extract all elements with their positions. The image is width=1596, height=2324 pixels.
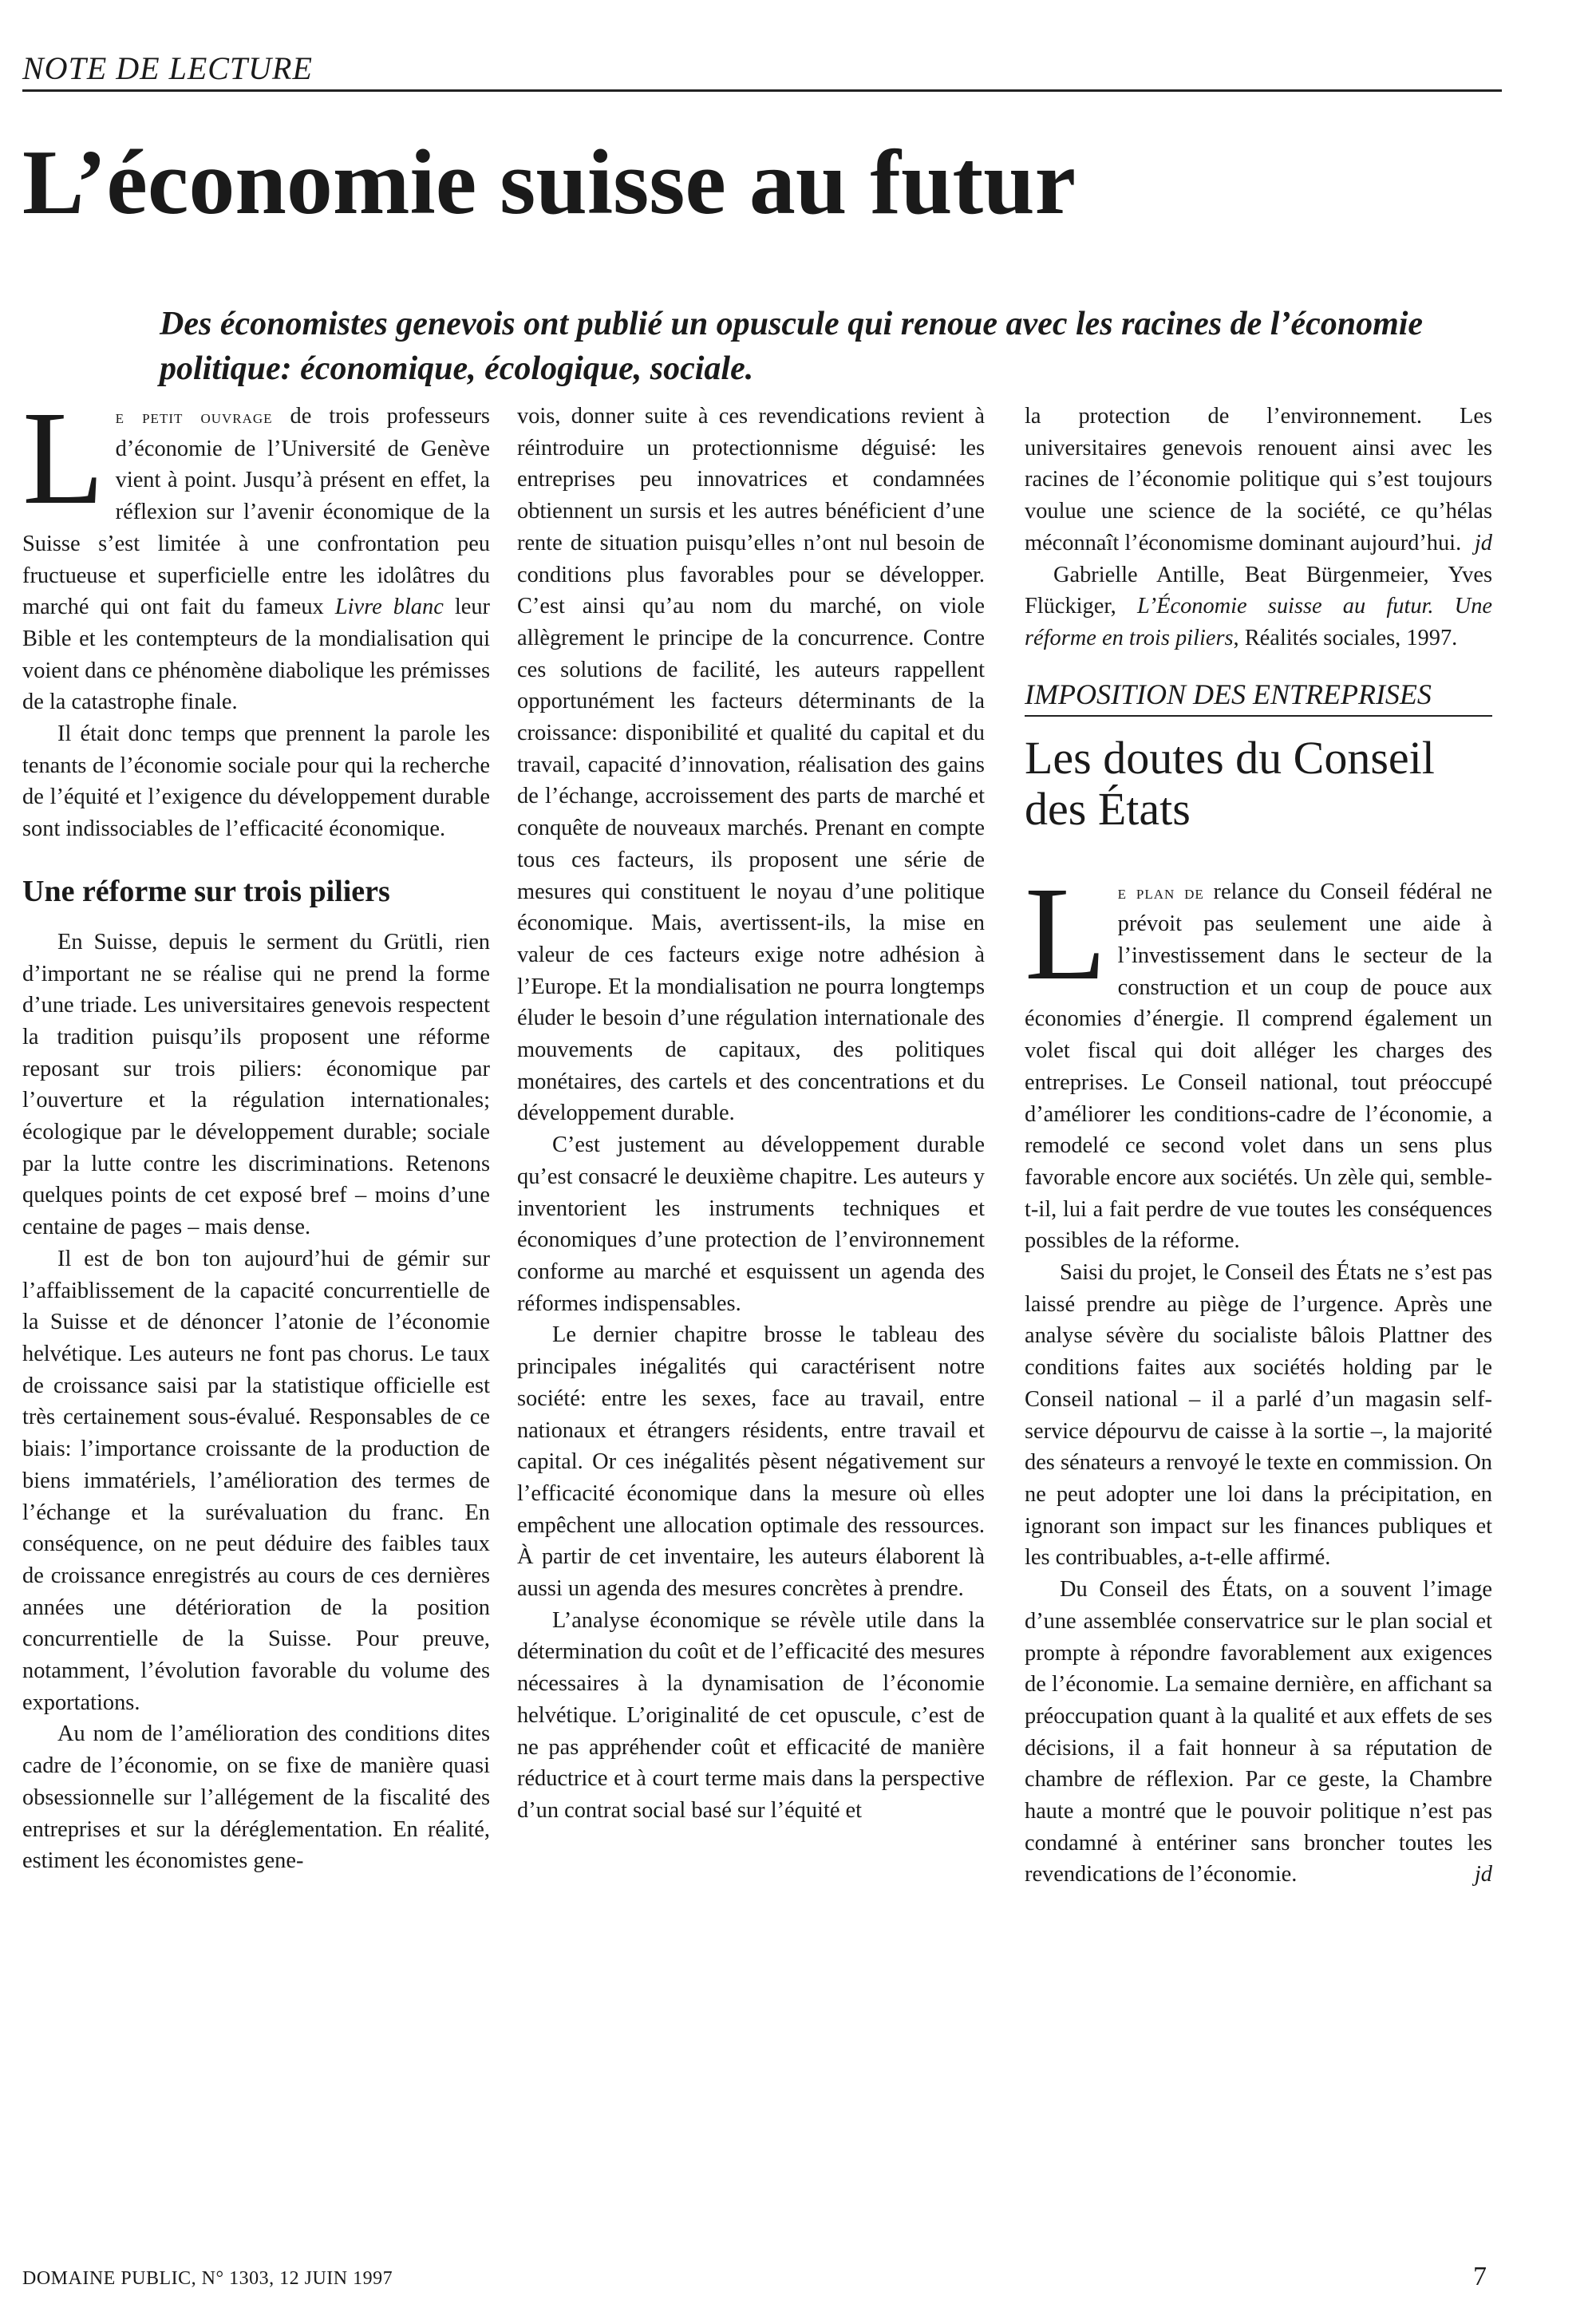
section-rubric: NOTE DE LECTURE xyxy=(22,50,313,86)
paragraph: L’analyse économique se révèle utile dans la détermination du coût et de l’efficacité des mesures nécessaires à la dynamisation de l’économie helvétique. L’originalité de cet opuscule, c’est de ne pas appréhender coût et efficacité de manière réductrice et à court terme mais dans la perspective d’un contrat social basé sur l’équité et xyxy=(517,1607,985,1823)
paragraph-opening-2 xyxy=(1025,859,1492,1257)
text-column-3 xyxy=(1025,401,1492,1891)
subheading: Une réforme sur trois piliers xyxy=(22,874,390,908)
book-credit: Gabrielle Antille, Beat Bürgenmeier, Yves Flückiger, L’Économie suisse au futur. Une réforme en trois piliers, Réalités sociales, 1997. xyxy=(1025,562,1492,650)
page-number: 7 xyxy=(1473,2262,1487,2291)
signature-2: jd xyxy=(1474,1862,1492,1887)
article-title-2: Les doutes du Conseil des États xyxy=(1025,731,1435,835)
paragraph: Saisi du projet, le Conseil des États ne s’est pas laissé prendre au piège de l’urgence. Après une analyse sévère du socialiste bâlois Plattner des conditions faites aux sociétés holding par le Conseil national – il a parlé d’un magasin self-service dépourvu de caisse à la sortie –, la majorité des sénateurs a renvoyé le texte en commission. On ne peut adopter une loi dans la précipitation, en ignorant son impact sur les finances publiques et les contribuables, a-t-elle affirmé. xyxy=(1025,1260,1492,1571)
paragraph: Il était donc temps que prennent la parole les tenants de l’économie sociale pour qui la recherche de l’équité et l’exigence du développement durable sont indissociables de l’efficacité économique. xyxy=(22,721,490,842)
signature: jd xyxy=(1474,530,1492,555)
paragraph-continued: la protection de l’environnement. Les universitaires genevois renouent ainsi avec les racines de l’économie politique qui s’est toujours voulue une science de la société, ce qu’hélas méconnaît l’économisme dominant aujourd’hui. jd xyxy=(1025,401,1492,559)
footer-publication: DOMAINE PUBLIC, N° 1303, 12 JUIN 1997 xyxy=(22,2268,393,2289)
paragraph: Au nom de l’amélioration des conditions dites cadre de l’économie, on se fixe de manière quasi obsessionnelle sur l’allégement de la fiscalité des entreprises et sur la déréglementation. En réalité, estiment les économistes gene- xyxy=(22,1721,490,1874)
opening-smallcaps-2: e plan de xyxy=(1117,881,1204,903)
opening-end: leur Bible et les contempteurs de la mondialisation qui voient dans ce phénomène diabolique les prémisses de la catastrophe finale. xyxy=(22,595,491,715)
text-column-2 xyxy=(517,401,985,1827)
paragraph-continued: vois, donner suite à ces revendications revient à réintroduire un protectionnisme déguisé: les entreprises peu innovatrices et condamnées obtiennent un sursis et les autres bénéficient d’une rente de situation puisqu’elles n’ont nul besoin de conditions plus favorables pour se développer. C’est ainsi qu’au nom du marché, on viole allègrement le principe de la concurrence. Contre ces solutions de facilité, les auteurs rappellent opportunément les facteurs déterminants de la croissance: disponibilité et qualité du capital et du travail, capacité d’innovation, réalisation des gains de l’échange, accroissement des parts de marché et conquête de nouveaux marchés. Prenant en compte tous ces facteurs, ils proposent une série de mesures qui constituent le noyau d’une politique économique. Mais, avertissent-ils, la mise en valeur de ces facteurs exige notre adhésion à l’Europe. Et la mondialisation ne pourra longtemps éluder le besoin d’une régulation internationale des mouvements de capitaux, des politiques monétaires, des cartels et des concentrations et du développement durable. xyxy=(517,404,985,1126)
article-title: L’économie suisse au futur xyxy=(22,132,1077,234)
drop-cap: L xyxy=(22,384,105,532)
paragraph: En Suisse, depuis le serment du Grütli, rien d’important ne se réalise qui ne prend la forme d’une triade. Les universitaires genevois respectent la tradition puisqu’ils proposent une réforme reposant sur trois piliers: économique par l’ouverture et la régulation internationales; écologique par le développement durable; sociale par la lutte contre les discriminations. Retenons quelques points de cet exposé bref – moins d’une centaine de pages – mais dense. xyxy=(22,929,490,1240)
paragraph-opening xyxy=(22,384,491,718)
book-title: L’Économie suisse au futur. Une réforme en trois piliers xyxy=(1025,594,1492,650)
header-rule xyxy=(22,89,1502,92)
opening-smallcaps: e petit ouvrage xyxy=(115,406,273,428)
paragraph: C’est justement au développement durable qu’est consacré le deuxième chapitre. Les auteurs y inventorient les instruments techniques et économiques d’une protection de l’environnement conforme au marché et esquissent un agenda des réformes indispensables. xyxy=(517,1132,985,1316)
opening-italic: Livre blanc xyxy=(334,595,444,620)
opening-text: de trois professeurs d’économie de l’Université de Genève vient à point. Jusqu’à présent en effet, la réflexion sur l’avenir économique de la Suisse s’est limitée à une confrontation peu fructueuse et superficielle entre les idolâtres du marché qui ont fait du fameux xyxy=(22,404,490,620)
section-rubric-2: IMPOSITION DES ENTREPRISES xyxy=(1025,677,1492,717)
drop-cap-2: L xyxy=(1025,859,1107,1008)
article-lead: Des économistes genevois ont publié un opuscule qui renoue avec les racines de l’économie politique: économique, écologique, sociale. xyxy=(160,306,1424,387)
paragraph: Il est de bon ton aujourd’hui de gémir sur l’affaiblissement de la capacité concurrentielle de la Suisse et de dénoncer l’atonie de l’économie helvétique. Les auteurs ne font pas chorus. Le taux de croissance saisi par la statistique officielle est très certainement sous-évalué. Responsables de ce biais: l’importance croissante de la production de biens immatériels, l’amélioration des termes de l’échange et la surévaluation du franc. En conséquence, on ne peut déduire des faibles taux de croissance enregistrés au cours de ces dernières années une détérioration de la position concurrentielle de la Suisse. Pour preuve, notamment, l’évolution favorable du volume des exportations. xyxy=(22,1246,490,1715)
paragraph: Du Conseil des États, on a souvent l’image d’une assemblée conservatrice sur le plan social et prompte à répondre favorablement aux exigences de l’économie. La semaine dernière, en affichant sa préoccupation quant à la qualité et aux effets de ses décisions, il a fait honneur à sa réputation de chambre de réflexion. Par ce geste, la Chambre haute a montré que le pouvoir politique n’est pas condamné à entériner sans broncher toutes les revendications de l’économie. jd xyxy=(1025,1574,1492,1891)
text-column-1 xyxy=(22,384,491,1877)
opening-text-2: relance du Conseil fédéral ne prévoit pas seulement une aide à l’investissement dans le secteur de la construction et un coup de pouce aux économies d’énergie. Il comprend également un volet fiscal qui doit alléger les charges des entreprises. Le Conseil national, tout préoccupé d’améliorer les conditions-cadre de l’économie, a remodelé ce second volet dans un sens plus favorable encore aux sociétés. Un zèle qui, semble-t-il, lui a fait perdre de vue toutes les conséquences possibles de la réforme. xyxy=(1025,879,1492,1254)
paragraph: Le dernier chapitre brosse le tableau des principales inégalités qui caractérisent notre société: entre les sexes, face au travail, entre nationaux et étrangers résidents, entre travail et capital. Or ces inégalités pèsent négativement sur l’efficacité économique dans la mesure où elles empêchent une allocation optimale des ressources. À partir de cet inventaire, les auteurs élaborent là aussi un agenda des mesures concrètes à prendre. xyxy=(517,1322,985,1602)
